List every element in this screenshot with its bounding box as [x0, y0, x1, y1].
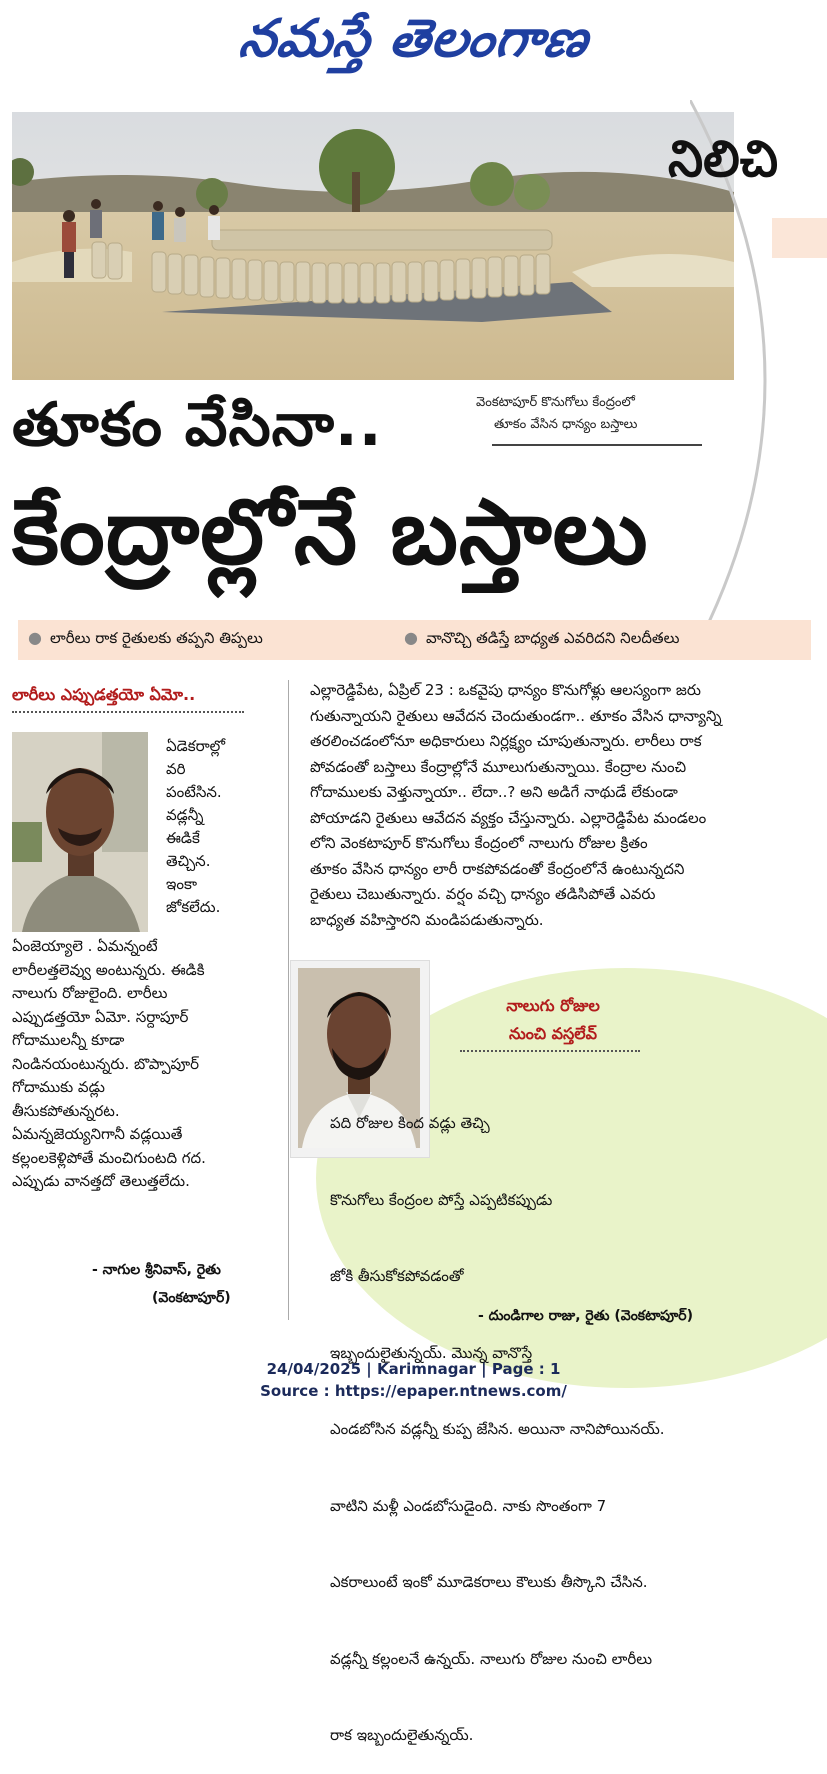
text-line: ఎప్పుడత్తయో ఏమో. సర్దాపూర్ [12, 1007, 189, 1026]
caption-line: వెంకటాపూర్ కొనుగోలు కేంద్రంలో [476, 395, 635, 410]
footer-date-edition: 24/04/2025 | Karimnagar | Page : 1 [266, 1360, 561, 1378]
text-line: తరలించడంలోనూ అధికారులు నిర్లక్ష్యం చూపుతున్నారు. లారీలు రాక [310, 732, 702, 750]
text-line: కల్లంలకెళ్లిపోతే మంచిగుంటది గద. [12, 1148, 206, 1167]
text-line: ఎల్లారెడ్డిపేట, ఏప్రిల్ 23 : ఒకవైపు ధాన్యం కొనుగోళ్లు ఆలస్యంగా జరు [310, 681, 701, 699]
text-line: ఎకరాలుంటే ఇంకో మూడెకరాలు కౌలుకు తీస్కొని చేసిన. [330, 1573, 648, 1591]
headline-line-2: కేంద్రాల్లోనే బస్తాలు [12, 480, 649, 585]
text-line: గోదాములన్నీ కూడా [12, 1031, 125, 1049]
text-line: వడ్లన్నీ [166, 806, 204, 824]
farmer-portrait-1 [12, 732, 148, 932]
text-line: ఎప్పుడు వానత్తదో తెలుత్తలేదు. [12, 1172, 190, 1190]
text-line: ఇంకా [166, 875, 197, 893]
text-line: పోవడంతో బస్తాలు కేంద్రాల్లోనే మూలుగుతున్నాయి. కేంద్రాల నుంచి [310, 757, 687, 776]
text-line: పంటేసిన. [166, 783, 222, 801]
text-line: గోదాములకు వెళ్తున్నాయా.. లేదా..? అని అడిగే నాథుడే లేకుండా [310, 783, 678, 801]
subheading-item: లారీలు రాక రైతులకు తప్పని తిప్పలు [50, 629, 263, 647]
quote-box-heading-rule [460, 1050, 640, 1052]
text-line: ఈడికే [166, 829, 200, 847]
bullet-icon: ● [404, 628, 418, 647]
sidebar-quote-narrow [166, 735, 276, 919]
subheading-item: వానొచ్చి తడిస్తే బాధ్యత ఎవరిదని నిలదీతలు [426, 629, 680, 647]
text-line: ఇబ్బందులైతున్నయ్. మొన్న వానొస్తే [330, 1343, 533, 1362]
text-line: రైతులు చెబుతున్నారు. వర్షం వచ్చి ధాన్యం తడిసిపోతే ఎవరు [310, 885, 656, 903]
text-line: ఏమన్నజెయ్యనిగానీ వడ్లయితే [12, 1125, 183, 1143]
text-line: ఎండబోసిన వడ్లన్నీ కుప్ప జేసిన. అయినా నానిపోయినయ్. [330, 1420, 665, 1438]
headline-line-1: తూకం వేసినా.. [12, 390, 383, 460]
sidebar-heading: లారీలు ఎప్పుడత్తయో ఏమో.. [12, 685, 196, 704]
text-line: వరి [166, 760, 186, 778]
text-line: నాలుగు రోజుల [506, 996, 600, 1015]
caption-underline [492, 444, 702, 446]
text-line: వాటిని మళ్లీ ఎండబోసుడైంది. నాకు సొంతంగా 7 [330, 1496, 607, 1515]
text-line: తూకం వేసిన ధాన్యం లారీ రాకపోవడంతో కేంద్రంలోనే ఉంటున్నదని [310, 859, 685, 878]
photo-caption [476, 392, 706, 436]
quote-box-heading [478, 992, 628, 1048]
masthead [0, 0, 827, 90]
quote-box-body [330, 1060, 750, 1774]
text-line: నిండినయంటున్నరు. బొప్పాపూర్ [12, 1054, 200, 1073]
text-line: జోకలేదు. [166, 898, 221, 916]
text-line: బాధ్యత వహిస్తారని మండిపడుతున్నారు. [310, 910, 544, 929]
column-divider [288, 680, 289, 1320]
text-line: గుతున్నాయని రైతులు ఆవేదన చెందుతుండగా.. తూకం వేసిన ధాన్యాన్ని [310, 706, 722, 725]
text-line: జోకి తీసుకోకపోవడంతో [330, 1267, 464, 1285]
page-footer [0, 1358, 827, 1402]
text-line: నుంచి వస్తలేవ్ [508, 1024, 598, 1043]
text-line: ఏంజెయ్యాలె . ఏమన్నంటే [12, 937, 158, 955]
next-article-kicker: నిలిచి [668, 130, 779, 188]
bullet-icon: ● [28, 628, 42, 647]
news-photo-grain-bags [12, 112, 734, 380]
text-line: గోదాముకు వడ్లు [12, 1078, 105, 1096]
text-line: కొనుగోలు కేంద్రంల పోస్తే ఎప్పటికప్పుడు [330, 1190, 553, 1209]
text-line: వడ్లన్నీ కల్లంలనే ఉన్నయ్. నాలుగు రోజుల నుంచి లారీలు [330, 1649, 653, 1668]
text-line: నాలుగు రోజులైంది. లారీలు [12, 984, 168, 1002]
article-body [310, 678, 810, 933]
text-line: పోయాడని రైతులు ఆవేదన వ్యక్తం చేస్తున్నారు. ఎల్లారెడ్డిపేట మండలం [310, 808, 707, 827]
text-line: పది రోజుల కింద వడ్లు తెచ్చి [330, 1114, 490, 1132]
sidebar-heading-rule [12, 711, 244, 713]
newspaper-title: నమస్తే తెలంగాణ [235, 8, 594, 69]
text-line: ఏడెకరాల్లో [166, 737, 226, 755]
text-line: తెచ్చిన. [166, 852, 211, 870]
decorative-band [772, 218, 827, 258]
footer-source-link[interactable]: Source : https://epaper.ntnews.com/ [260, 1382, 567, 1400]
sidebar-attribution-place: (వెంకటాపూర్) [152, 1290, 231, 1306]
sidebar-quote-wide [12, 935, 274, 1194]
caption-line: తూకం వేసిన ధాన్యం బస్తాలు [494, 417, 638, 432]
text-line: తీసుకపోతున్నరట. [12, 1101, 120, 1120]
text-line: లోని వెంకటాపూర్ కొనుగోలు కేంద్రంలో నాలుగు రోజుల క్రితం [310, 834, 648, 852]
quote-box-attribution: - దుండిగాల రాజు, రైతు (వెంకటాపూర్) [478, 1308, 693, 1324]
sidebar-attribution-name: - నాగుల శ్రీనివాస్, రైతు [92, 1262, 221, 1278]
text-line: లారీలత్తలెవ్వు అంటున్నరు. ఈడికి [12, 960, 205, 979]
text-line: రాక ఇబ్బందులైతున్నయ్. [330, 1726, 474, 1744]
subheading-band [18, 620, 811, 660]
